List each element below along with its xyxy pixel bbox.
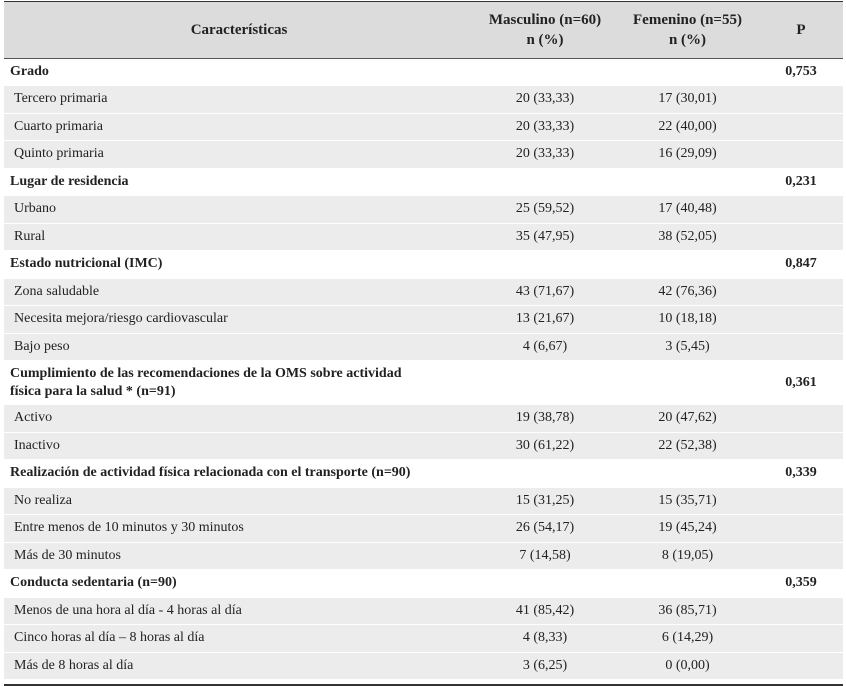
table-row [4, 432, 843, 460]
section-title: Realización de actividad física relacionada con el transporte (n=90) [4, 460, 474, 488]
row-label: Cuarto primaria [4, 113, 474, 141]
row-label: Necesita mejora/riesgo cardiovascular [4, 306, 474, 334]
row-label: No realiza [4, 487, 474, 515]
header-female [616, 2, 759, 58]
row-label: Inactivo [4, 432, 474, 460]
row-label: Menos de una hora al día - 4 horas al día [4, 597, 474, 625]
section-title-line2: física para la salud * (n=91) [10, 383, 176, 399]
section-title: Conducta sedentaria (n=90) [4, 570, 474, 598]
section-row-transporte [4, 460, 843, 488]
female-value: 17 (40,48) [616, 196, 759, 224]
header-female-unit: n (%) [668, 32, 707, 48]
male-value: 43 (71,67) [474, 278, 616, 306]
female-value: 36 (85,71) [616, 597, 759, 625]
header-rule [4, 58, 843, 59]
characteristics-table [4, 2, 843, 680]
table-row [4, 515, 843, 543]
header-p-value: P [796, 22, 806, 38]
female-value: 17 (30,01) [616, 86, 759, 114]
female-value: 16 (29,09) [616, 141, 759, 169]
p-value: 0,339 [759, 460, 843, 488]
female-value: 38 (52,05) [616, 223, 759, 251]
female-value: 22 (40,00) [616, 113, 759, 141]
male-value: 30 (61,22) [474, 432, 616, 460]
header-row [4, 2, 843, 58]
female-value: 22 (52,38) [616, 432, 759, 460]
female-value: 19 (45,24) [616, 515, 759, 543]
row-label: Activo [4, 405, 474, 433]
male-value: 15 (31,25) [474, 487, 616, 515]
row-label: Tercero primaria [4, 86, 474, 114]
header-male [474, 2, 616, 58]
male-value: 20 (33,33) [474, 113, 616, 141]
row-label: Entre menos de 10 minutos y 30 minutos [4, 515, 474, 543]
table-row [4, 196, 843, 224]
section-title: Estado nutricional (IMC) [4, 251, 474, 279]
section-row-residencia [4, 168, 843, 196]
table-row [4, 223, 843, 251]
table-row [4, 542, 843, 570]
header-characteristics: Características [190, 22, 288, 38]
table-row [4, 306, 843, 334]
female-value: 10 (18,18) [616, 306, 759, 334]
table-row [4, 625, 843, 653]
row-label: Quinto primaria [4, 141, 474, 169]
section-row-nutricional [4, 251, 843, 279]
table-row [4, 278, 843, 306]
section-title: Grado [4, 58, 474, 86]
section-row-sedentaria [4, 570, 843, 598]
table-row [4, 113, 843, 141]
header-male-title: Masculino (n=60) [488, 12, 602, 28]
header-male-unit: n (%) [526, 32, 564, 48]
section-title-line1: Cumplimiento de las recomendaciones de la OMS sobre actividad [10, 365, 402, 381]
male-value: 35 (47,95) [474, 223, 616, 251]
female-value: 0 (0,00) [616, 652, 759, 680]
table-row [4, 333, 843, 361]
male-value: 19 (38,78) [474, 405, 616, 433]
female-value: 8 (19,05) [616, 542, 759, 570]
female-value: 6 (14,29) [616, 625, 759, 653]
table-row [4, 86, 843, 114]
male-value: 41 (85,42) [474, 597, 616, 625]
female-value: 42 (76,36) [616, 278, 759, 306]
male-value: 20 (33,33) [474, 86, 616, 114]
male-value: 7 (14,58) [474, 542, 616, 570]
female-value: 20 (47,62) [616, 405, 759, 433]
table-row [4, 652, 843, 680]
male-value: 4 (6,67) [474, 333, 616, 361]
row-label: Rural [4, 223, 474, 251]
table-row [4, 597, 843, 625]
male-value: 20 (33,33) [474, 141, 616, 169]
section-title [4, 361, 474, 405]
row-label: Zona saludable [4, 278, 474, 306]
header-female-title: Femenino (n=55) [633, 12, 742, 28]
male-value: 26 (54,17) [474, 515, 616, 543]
female-value: 15 (35,71) [616, 487, 759, 515]
section-row-grado [4, 58, 843, 86]
row-label: Bajo peso [4, 333, 474, 361]
female-value: 3 (5,45) [616, 333, 759, 361]
row-label: Más de 8 horas al día [4, 652, 474, 680]
p-value: 0,361 [759, 361, 843, 405]
p-value: 0,847 [759, 251, 843, 279]
p-value: 0,753 [759, 58, 843, 86]
p-value: 0,359 [759, 570, 843, 598]
male-value: 13 (21,67) [474, 306, 616, 334]
table-row [4, 487, 843, 515]
section-title: Lugar de residencia [4, 168, 474, 196]
row-label: Más de 30 minutos [4, 542, 474, 570]
row-label: Cinco horas al día – 8 horas al día [4, 625, 474, 653]
male-value: 4 (8,33) [474, 625, 616, 653]
male-value: 25 (59,52) [474, 196, 616, 224]
table-row [4, 141, 843, 169]
p-value: 0,231 [759, 168, 843, 196]
male-value: 3 (6,25) [474, 652, 616, 680]
table-row [4, 405, 843, 433]
row-label: Urbano [4, 196, 474, 224]
section-row-oms [4, 361, 843, 405]
